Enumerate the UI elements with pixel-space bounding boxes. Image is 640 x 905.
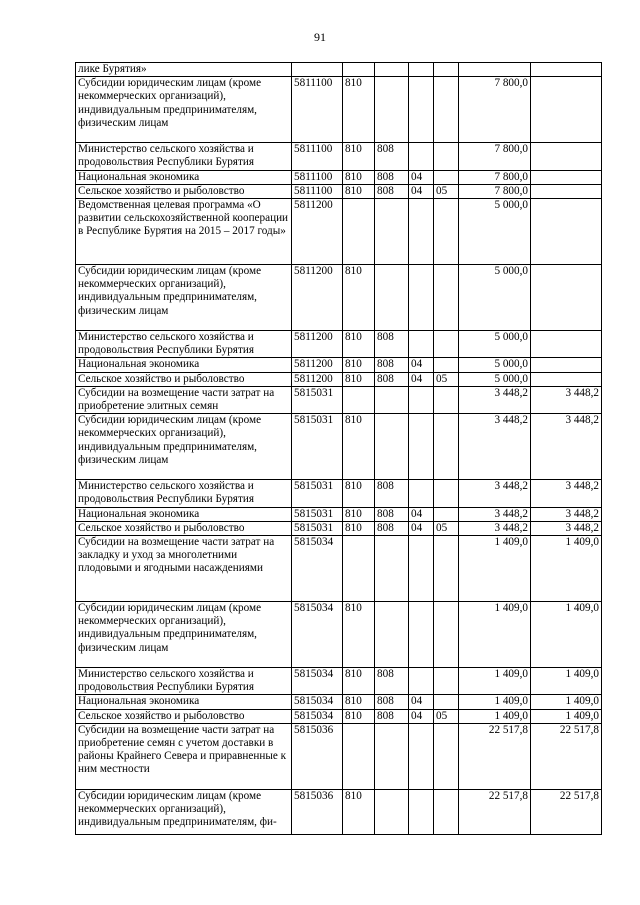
- cell-sum-2016: 7 800,0: [459, 77, 531, 143]
- cell-sum-2016: 7 800,0: [459, 184, 531, 198]
- cell-target-article: 5811100: [292, 170, 343, 184]
- cell-ministry-code: 808: [375, 695, 409, 709]
- cell-sum-2016: 1 409,0: [459, 709, 531, 723]
- cell-section: 04: [409, 170, 434, 184]
- cell-name: Министерство сельского хозяйства и продовольствия Республики Бурятия: [76, 331, 292, 358]
- table-row: [76, 265, 602, 331]
- cell-subsection: [434, 358, 459, 372]
- cell-expense-type: 810: [343, 695, 375, 709]
- cell-name: Субсидии на возмещение части затрат на приобретение семян с учетом доставки в районы Крайнего Севера и приравненные к ним местности: [76, 723, 292, 789]
- cell-expense-type: 810: [343, 507, 375, 521]
- cell-expense-type: [343, 386, 375, 413]
- cell-target-article: 5815034: [292, 536, 343, 602]
- cell-ministry-code: 808: [375, 709, 409, 723]
- cell-expense-type: 810: [343, 170, 375, 184]
- cell-expense-type: 810: [343, 602, 375, 668]
- cell-sum-2016: [459, 63, 531, 77]
- cell-name: Сельское хозяйство и рыболовство: [76, 521, 292, 535]
- cell-sum-2016: 5 000,0: [459, 265, 531, 331]
- cell-expense-type: 810: [343, 521, 375, 535]
- cell-sum-2017: 1 409,0: [531, 695, 602, 709]
- cell-ministry-code: [375, 602, 409, 668]
- cell-name: Субсидии юридическим лицам (кроме некоммерческих организаций), индивидуальным предпринимателям, фи-: [76, 789, 292, 834]
- cell-target-article: 5815034: [292, 695, 343, 709]
- cell-ministry-code: [375, 199, 409, 265]
- table-row: [76, 143, 602, 170]
- cell-ministry-code: 808: [375, 358, 409, 372]
- table-row: [76, 331, 602, 358]
- cell-expense-type: 810: [343, 358, 375, 372]
- cell-subsection: [434, 265, 459, 331]
- cell-section: 04: [409, 358, 434, 372]
- cell-expense-type: 810: [343, 709, 375, 723]
- cell-name: Сельское хозяйство и рыболовство: [76, 372, 292, 386]
- cell-section: [409, 602, 434, 668]
- cell-sum-2017: [531, 331, 602, 358]
- cell-target-article: 5811100: [292, 143, 343, 170]
- cell-expense-type: [343, 723, 375, 789]
- cell-target-article: 5811200: [292, 199, 343, 265]
- cell-sum-2017: [531, 358, 602, 372]
- cell-name: Национальная экономика: [76, 358, 292, 372]
- cell-target-article: 5811200: [292, 331, 343, 358]
- cell-name: Субсидии юридическим лицам (кроме некоммерческих организаций), индивидуальным предпринимателям, физическим лицам: [76, 414, 292, 480]
- cell-sum-2016: 1 409,0: [459, 695, 531, 709]
- cell-target-article: 5811200: [292, 358, 343, 372]
- cell-target-article: 5815031: [292, 386, 343, 413]
- cell-target-article: 5815031: [292, 480, 343, 507]
- cell-ministry-code: 808: [375, 521, 409, 535]
- cell-subsection: [434, 199, 459, 265]
- cell-subsection: [434, 386, 459, 413]
- cell-sum-2016: 1 409,0: [459, 536, 531, 602]
- cell-subsection: [434, 668, 459, 695]
- table-row: [76, 199, 602, 265]
- cell-section: [409, 723, 434, 789]
- cell-ministry-code: 808: [375, 184, 409, 198]
- cell-sum-2016: 3 448,2: [459, 521, 531, 535]
- cell-section: 04: [409, 695, 434, 709]
- cell-subsection: [434, 789, 459, 834]
- table-row: [76, 77, 602, 143]
- table-row: [76, 480, 602, 507]
- cell-section: 04: [409, 507, 434, 521]
- cell-name: Министерство сельского хозяйства и продовольствия Республики Бурятия: [76, 143, 292, 170]
- cell-target-article: 5811100: [292, 184, 343, 198]
- cell-expense-type: 810: [343, 480, 375, 507]
- cell-ministry-code: 808: [375, 170, 409, 184]
- cell-ministry-code: 808: [375, 668, 409, 695]
- cell-target-article: 5815036: [292, 723, 343, 789]
- cell-section: 04: [409, 521, 434, 535]
- cell-section: [409, 386, 434, 413]
- cell-target-article: 5815031: [292, 507, 343, 521]
- cell-ministry-code: [375, 723, 409, 789]
- cell-sum-2017: [531, 143, 602, 170]
- cell-name: Национальная экономика: [76, 695, 292, 709]
- cell-sum-2016: 3 448,2: [459, 386, 531, 413]
- cell-subsection: 05: [434, 709, 459, 723]
- cell-name: Субсидии на возмещение части затрат на закладку и уход за многолетними плодовыми и ягодными насаждениями: [76, 536, 292, 602]
- cell-ministry-code: 808: [375, 480, 409, 507]
- cell-subsection: 05: [434, 372, 459, 386]
- cell-name: Субсидии юридическим лицам (кроме некоммерческих организаций), индивидуальным предпринимателям, физическим лицам: [76, 77, 292, 143]
- cell-ministry-code: [375, 386, 409, 413]
- cell-section: [409, 265, 434, 331]
- cell-ministry-code: [375, 265, 409, 331]
- cell-section: [409, 668, 434, 695]
- cell-target-article: 5811100: [292, 77, 343, 143]
- cell-section: [409, 143, 434, 170]
- cell-sum-2016: 3 448,2: [459, 507, 531, 521]
- cell-name: Субсидии на возмещение части затрат на приобретение элитных семян: [76, 386, 292, 413]
- cell-subsection: [434, 414, 459, 480]
- cell-sum-2016: 22 517,8: [459, 723, 531, 789]
- cell-subsection: [434, 331, 459, 358]
- budget-table: [75, 62, 602, 835]
- cell-subsection: [434, 723, 459, 789]
- cell-section: 04: [409, 184, 434, 198]
- cell-sum-2017: [531, 77, 602, 143]
- page-number: 91: [314, 30, 326, 44]
- cell-target-article: 5815034: [292, 709, 343, 723]
- cell-expense-type: [343, 199, 375, 265]
- table-row: [76, 536, 602, 602]
- cell-sum-2017: 1 409,0: [531, 709, 602, 723]
- cell-ministry-code: [375, 536, 409, 602]
- cell-name: Сельское хозяйство и рыболовство: [76, 184, 292, 198]
- cell-expense-type: [343, 536, 375, 602]
- cell-sum-2017: 3 448,2: [531, 414, 602, 480]
- cell-sum-2017: [531, 199, 602, 265]
- cell-expense-type: [343, 63, 375, 77]
- cell-ministry-code: 808: [375, 143, 409, 170]
- cell-subsection: 05: [434, 521, 459, 535]
- cell-target-article: 5811200: [292, 265, 343, 331]
- cell-sum-2017: [531, 372, 602, 386]
- cell-sum-2017: 1 409,0: [531, 602, 602, 668]
- table-row: [76, 386, 602, 413]
- cell-ministry-code: [375, 63, 409, 77]
- cell-ministry-code: [375, 77, 409, 143]
- cell-sum-2016: 5 000,0: [459, 358, 531, 372]
- table-row: [76, 668, 602, 695]
- table-row: [76, 358, 602, 372]
- cell-section: [409, 789, 434, 834]
- cell-sum-2017: 3 448,2: [531, 480, 602, 507]
- cell-ministry-code: 808: [375, 331, 409, 358]
- cell-ministry-code: [375, 414, 409, 480]
- cell-subsection: [434, 536, 459, 602]
- table-row: [76, 602, 602, 668]
- cell-subsection: [434, 143, 459, 170]
- table-row: [76, 414, 602, 480]
- cell-target-article: 5811200: [292, 372, 343, 386]
- cell-expense-type: 810: [343, 143, 375, 170]
- table-row: [76, 63, 602, 77]
- cell-sum-2017: [531, 63, 602, 77]
- cell-section: 04: [409, 709, 434, 723]
- cell-name: Субсидии юридическим лицам (кроме некоммерческих организаций), индивидуальным предпринимателям, физическим лицам: [76, 265, 292, 331]
- cell-subsection: [434, 507, 459, 521]
- table-row: [76, 372, 602, 386]
- cell-expense-type: 810: [343, 372, 375, 386]
- cell-sum-2016: 5 000,0: [459, 199, 531, 265]
- cell-sum-2016: 7 800,0: [459, 143, 531, 170]
- cell-ministry-code: 808: [375, 507, 409, 521]
- cell-expense-type: 810: [343, 77, 375, 143]
- cell-target-article: 5815034: [292, 602, 343, 668]
- cell-sum-2017: [531, 170, 602, 184]
- table-row: [76, 723, 602, 789]
- cell-subsection: 05: [434, 184, 459, 198]
- cell-sum-2017: 1 409,0: [531, 536, 602, 602]
- cell-sum-2017: 22 517,8: [531, 789, 602, 834]
- table-row: [76, 170, 602, 184]
- table-row: [76, 709, 602, 723]
- cell-target-article: 5815034: [292, 668, 343, 695]
- cell-name: Министерство сельского хозяйства и продовольствия Республики Бурятия: [76, 668, 292, 695]
- cell-expense-type: 810: [343, 265, 375, 331]
- table-row: [76, 789, 602, 834]
- cell-expense-type: 810: [343, 414, 375, 480]
- cell-sum-2016: 7 800,0: [459, 170, 531, 184]
- cell-subsection: [434, 602, 459, 668]
- cell-expense-type: 810: [343, 668, 375, 695]
- cell-sum-2016: 5 000,0: [459, 372, 531, 386]
- cell-subsection: [434, 170, 459, 184]
- cell-target-article: 5815031: [292, 521, 343, 535]
- cell-sum-2016: 1 409,0: [459, 668, 531, 695]
- cell-section: 04: [409, 372, 434, 386]
- cell-section: [409, 331, 434, 358]
- cell-ministry-code: [375, 789, 409, 834]
- cell-sum-2017: 3 448,2: [531, 521, 602, 535]
- cell-sum-2016: 22 517,8: [459, 789, 531, 834]
- cell-section: [409, 199, 434, 265]
- table-row: [76, 184, 602, 198]
- cell-sum-2017: 22 517,8: [531, 723, 602, 789]
- cell-target-article: 5815031: [292, 414, 343, 480]
- cell-sum-2016: 5 000,0: [459, 331, 531, 358]
- cell-target-article: 5815036: [292, 789, 343, 834]
- cell-expense-type: 810: [343, 331, 375, 358]
- table-row: [76, 507, 602, 521]
- cell-sum-2017: 3 448,2: [531, 386, 602, 413]
- cell-sum-2017: 1 409,0: [531, 668, 602, 695]
- cell-name: Национальная экономика: [76, 507, 292, 521]
- cell-section: [409, 414, 434, 480]
- cell-sum-2016: 1 409,0: [459, 602, 531, 668]
- table-body: [76, 63, 602, 835]
- cell-name: Министерство сельского хозяйства и продовольствия Республики Бурятия: [76, 480, 292, 507]
- cell-expense-type: 810: [343, 789, 375, 834]
- cell-name: Сельское хозяйство и рыболовство: [76, 709, 292, 723]
- cell-subsection: [434, 63, 459, 77]
- cell-target-article: [292, 63, 343, 77]
- cell-sum-2016: 3 448,2: [459, 480, 531, 507]
- cell-section: [409, 536, 434, 602]
- cell-sum-2017: [531, 265, 602, 331]
- cell-sum-2017: 3 448,2: [531, 507, 602, 521]
- cell-name: лике Бурятия»: [76, 63, 292, 77]
- cell-section: [409, 77, 434, 143]
- cell-name: Ведомственная целевая программа «О развитии сельскохозяйственной кооперации в Республике Бурятия на 2015 – 2017 годы»: [76, 199, 292, 265]
- cell-section: [409, 63, 434, 77]
- cell-sum-2016: 3 448,2: [459, 414, 531, 480]
- table-row: [76, 521, 602, 535]
- cell-ministry-code: 808: [375, 372, 409, 386]
- cell-name: Субсидии юридическим лицам (кроме некоммерческих организаций), индивидуальным предпринимателям, физическим лицам: [76, 602, 292, 668]
- cell-subsection: [434, 480, 459, 507]
- table-row: [76, 695, 602, 709]
- cell-expense-type: 810: [343, 184, 375, 198]
- cell-subsection: [434, 695, 459, 709]
- cell-name: Национальная экономика: [76, 170, 292, 184]
- cell-sum-2017: [531, 184, 602, 198]
- cell-section: [409, 480, 434, 507]
- cell-subsection: [434, 77, 459, 143]
